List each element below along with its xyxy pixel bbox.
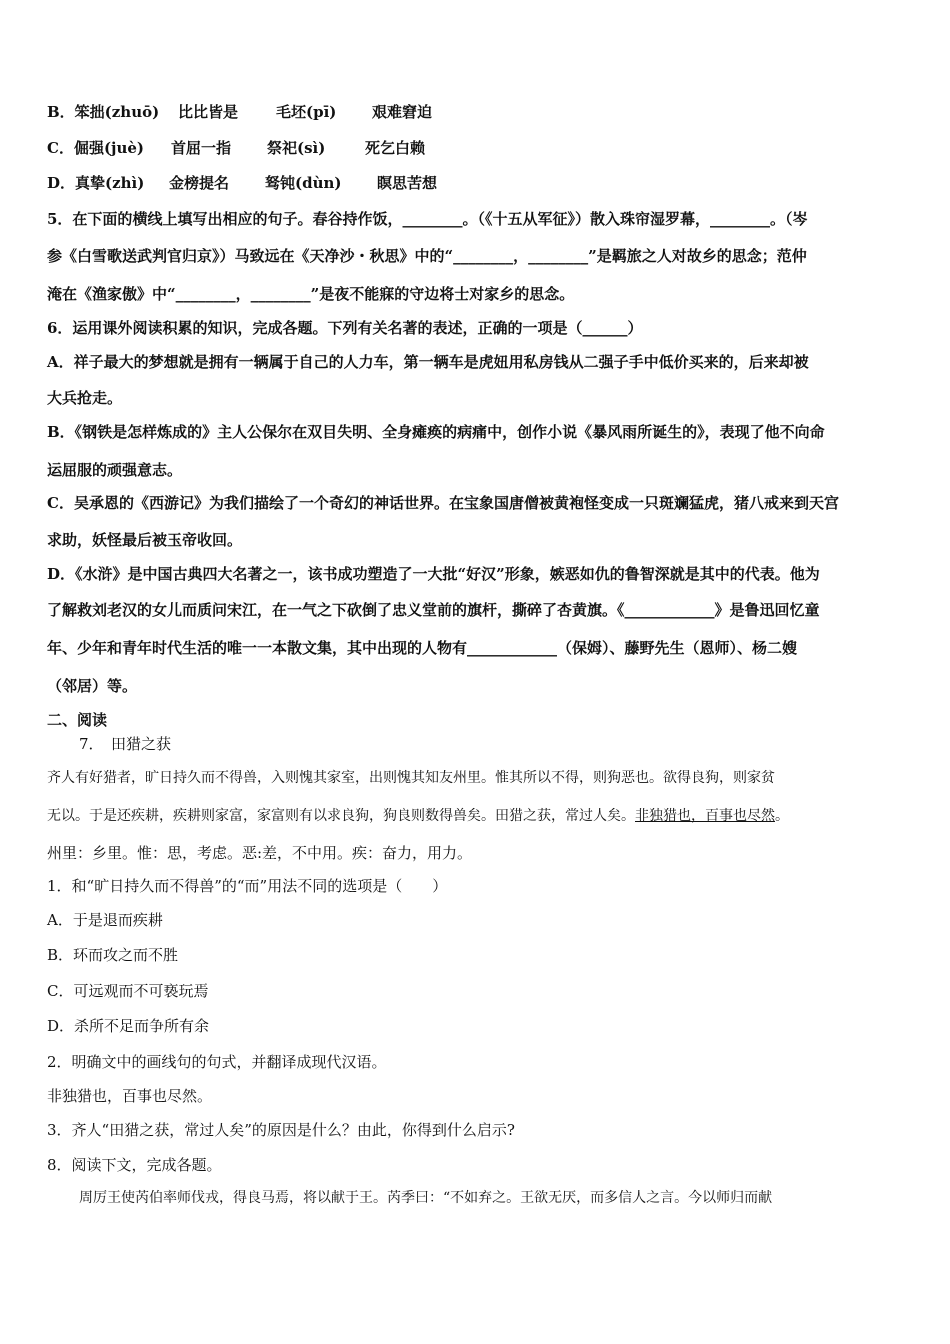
q6-option-d-line2: 了解救刘老汉的女儿而质问宋江，在一气之下砍倒了忠义堂前的旗杆，撕碎了杏黄旗。《____________》是鲁迅回忆童 [47,601,820,619]
underlined-sentence: 非独猎也，百事也尽然 [635,808,775,824]
q7-option-a: A．于是退而疾耕 [47,911,163,929]
q7-option-b: B．环而攻之而不胜 [47,946,179,964]
q7-option-c: C．可远观而不可亵玩焉 [47,982,209,1000]
q7-notes: 州里：乡里。惟：思，考虑。恶:差，不中用。疾：奋力，用力。 [47,844,473,862]
q5-line-3: 淹在《渔家傲》中“________，________”是夜不能寐的守边将士对家乡的思念。 [47,285,575,303]
q6-option-b-line2: 运屈服的顽强意志。 [47,461,183,479]
q4-option-d: D．真挚(zhì) 金榜提名 驽钝(dùn) 瞑思苦想 [47,174,438,192]
q6-option-a-line2: 大兵抢走。 [47,389,123,407]
q6-option-c-line2: 求助，妖怪最后被玉帝收回。 [47,531,243,549]
q7-option-d: D．杀所不足而争所有余 [47,1017,210,1035]
q6-option-d-line4: （邻居）等。 [47,677,138,695]
q4-option-b: B．笨拙(zhuō) 比比皆是 毛坯(pī) 艰难窘迫 [47,103,433,121]
q8-stem: 8．阅读下文，完成各题。 [47,1156,222,1174]
q7-sub2: 2．明确文中的画线句的句式，并翻译成现代汉语。 [47,1053,387,1071]
q8-passage-line1: 周厉王使芮伯率师伐戎，得良马焉，将以献于王。芮季曰：“不如弃之。王欲无厌，而多信人之言。今以师归而献 [79,1190,773,1206]
section-heading: 二、阅读 [47,711,108,729]
q6-option-b-line1: B．《钢铁是怎样炼成的》主人公保尔在双目失明、全身瘫痪的病痛中，创作小说《暴风雨所诞生的》，表现了他不向命 [47,423,825,441]
q5-line-1: 5．在下面的横线上填写出相应的句子。春谷持作饭，________。（《十五从军征》）散入珠帘湿罗幕，________。（岑 [47,210,808,228]
q6-stem: 6．运用课外阅读积累的知识，完成各题。下列有关名著的表述，正确的一项是（______） [47,319,643,337]
q6-option-d-line1: D．《水浒》是中国古典四大名著之一，该书成功塑造了一大批“好汉”形象，嫉恶如仇的鲁智深就是其中的代表。他为 [47,565,820,583]
q6-option-c-line1: C．吴承恩的《西游记》为我们描绘了一个奇幻的神话世界。在宝象国唐僧被黄袍怪变成一只斑斓猛虎，猪八戒来到天宫 [47,494,839,512]
q6-option-a-line1: A．祥子最大的梦想就是拥有一辆属于自己的人力车，第一辆车是虎妞用私房钱从二强子手中低价买来的，后来却被 [47,353,809,371]
q7-passage-line1: 齐人有好猎者，旷日持久而不得兽，入则愧其家室，出则愧其知友州里。惟其所以不得，则狗恶也。欲得良狗，则家贫 [47,770,775,786]
q4-option-c: C．倔强(juè) 首屈一指 祭祀(sì) 死乞白赖 [47,139,426,157]
q7-sub3: 3．齐人“田猎之获，常过人矣”的原因是什么？由此，你得到什么启示? [47,1121,515,1139]
q5-line-2: 参《白雪歌送武判官归京》）马致远在《天净沙・秋思》中的“________，________”是羁旅之人对故乡的思念；范仲 [47,247,807,265]
q6-option-d-line3: 年、少年和青年时代生活的唯一一本散文集，其中出现的人物有____________（保姆）、藤野先生（恩师）、杨二嫂 [47,639,798,657]
q7-passage-line2: 无以。于是还疾耕，疾耕则家富，家富则有以求良狗，狗良则数得兽矣。田猎之获，常过人矣。非独猎也，百事也尽然。 [47,808,789,824]
q7-title: 7． 田猎之获 [79,735,172,753]
q7-sub1: 1．和“旷日持久而不得兽”的“而”用法不同的选项是（ ） [47,877,448,895]
q7-sub2-sentence: 非独猎也，百事也尽然。 [47,1087,213,1105]
